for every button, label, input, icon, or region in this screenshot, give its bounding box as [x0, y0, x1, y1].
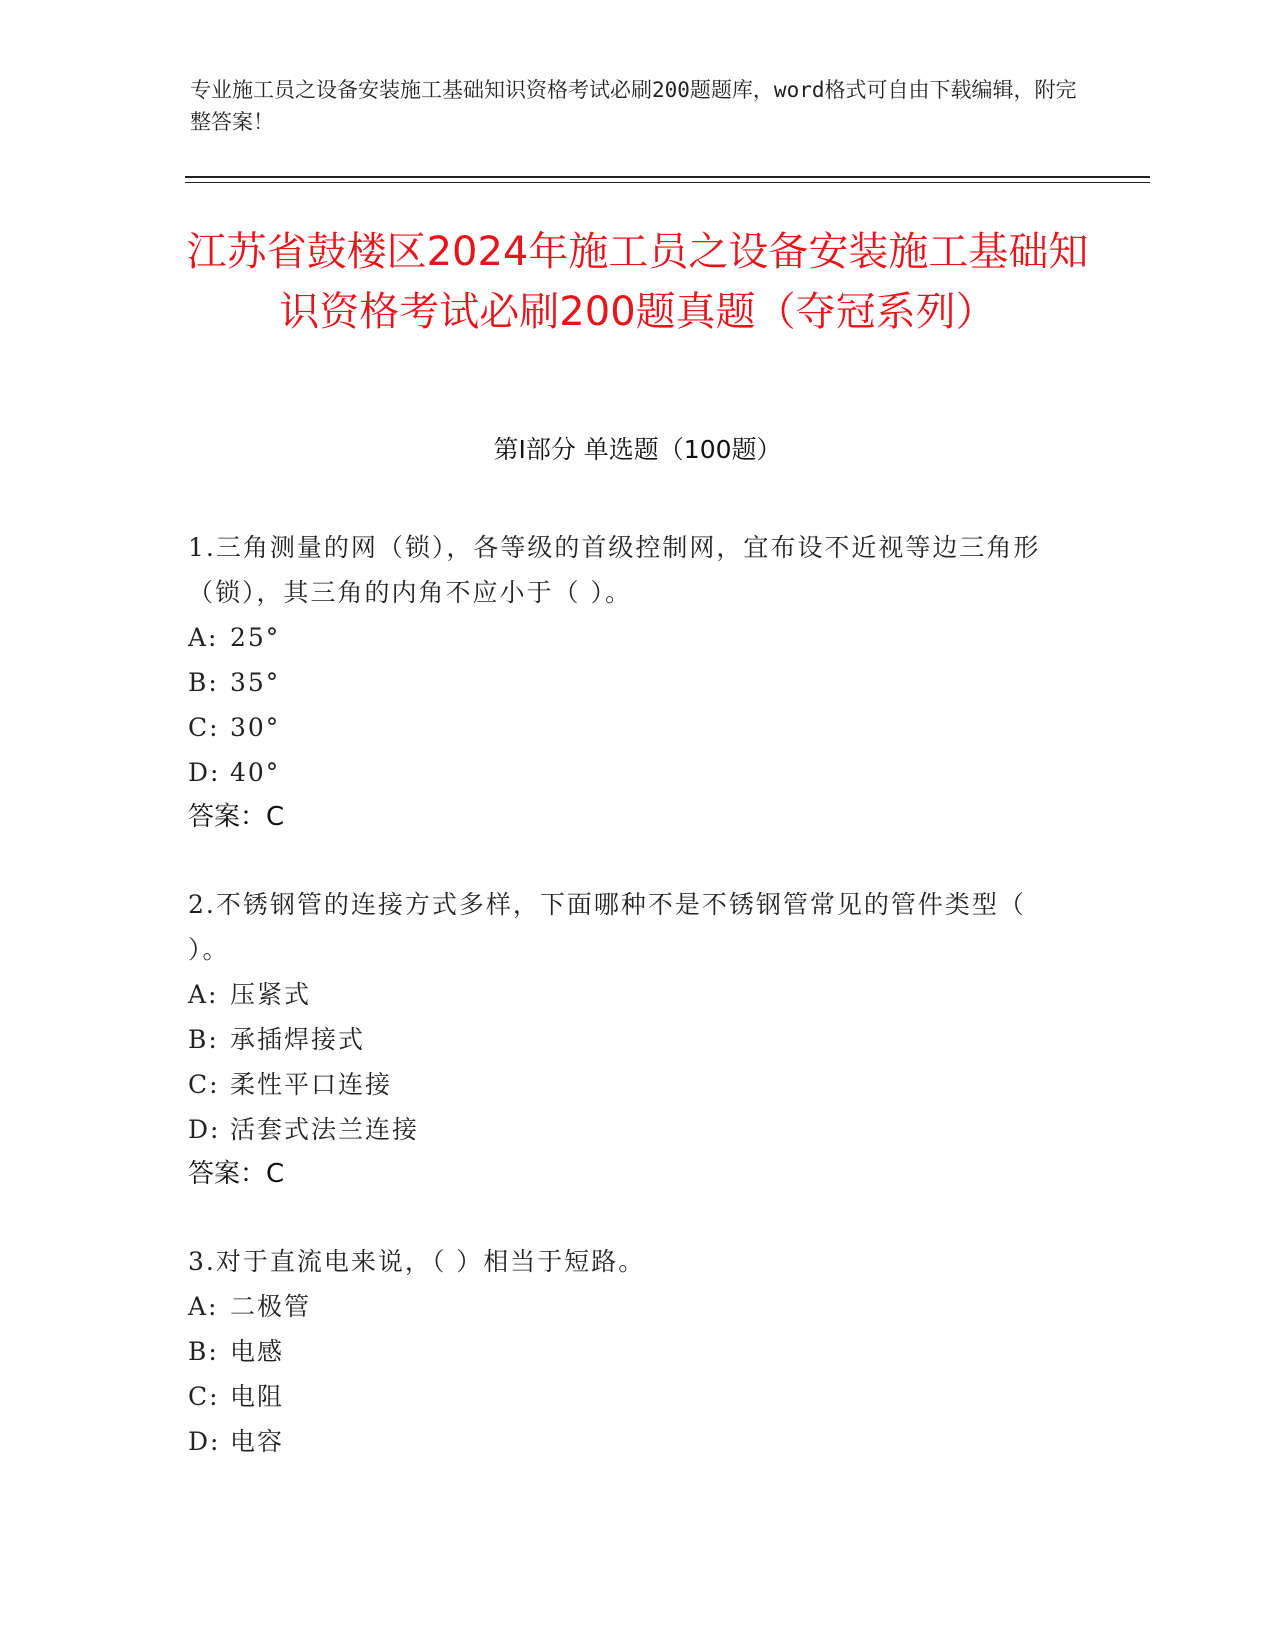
- option-text: 40°: [230, 758, 281, 787]
- option-d: [188, 1107, 1068, 1152]
- option-key: D:: [188, 758, 221, 787]
- option-d: [188, 750, 1068, 795]
- answer-line: [188, 1152, 1068, 1197]
- option-text: 压紧式: [230, 980, 312, 1009]
- option-c: [188, 1062, 1068, 1107]
- answer-value: C: [266, 1159, 285, 1189]
- answer-value: C: [266, 802, 285, 832]
- option-text: 30°: [230, 713, 281, 742]
- option-text: 柔性平口连接: [230, 1070, 393, 1099]
- option-c: [188, 705, 1068, 750]
- option-text: 电感: [230, 1337, 285, 1366]
- header-divider-thin: [185, 182, 1150, 183]
- header-note: 专业施工员之设备安装施工基础知识资格考试必刷200题题库，word格式可自由下载编辑，附完整答案！: [190, 78, 1077, 134]
- option-key: B:: [188, 1337, 219, 1366]
- option-c: [188, 1374, 1068, 1419]
- question-3: [188, 1239, 1068, 1464]
- option-text: 35°: [230, 668, 281, 697]
- option-b: [188, 1329, 1068, 1374]
- option-key: A:: [188, 623, 219, 652]
- answer-label: 答案：: [188, 802, 267, 832]
- option-text: 电容: [230, 1427, 285, 1456]
- option-text: 活套式法兰连接: [230, 1115, 420, 1144]
- option-key: A:: [188, 1292, 219, 1321]
- answer-line: [188, 795, 1068, 840]
- section-heading: 第Ⅰ部分 单选题（100题）: [493, 435, 782, 464]
- option-key: B:: [188, 668, 219, 697]
- option-key: B:: [188, 1025, 219, 1054]
- option-key: D:: [188, 1427, 221, 1456]
- option-text: 二极管: [230, 1292, 312, 1321]
- document-title: 江苏省鼓楼区2024年施工员之设备安装施工基础知识资格考试必刷200题真题（夺冠系列）: [186, 229, 1089, 335]
- option-b: [188, 1017, 1068, 1062]
- question-2: [188, 882, 1068, 1197]
- option-key: D:: [188, 1115, 221, 1144]
- option-key: C:: [188, 1070, 220, 1099]
- question-list: [188, 525, 1068, 1506]
- option-key: A:: [188, 980, 219, 1009]
- option-text: 电阻: [230, 1382, 285, 1411]
- option-a: [188, 615, 1068, 660]
- option-b: [188, 660, 1068, 705]
- answer-label: 答案：: [188, 1159, 267, 1189]
- option-key: C:: [188, 713, 220, 742]
- question-stem: 2.不锈钢管的连接方式多样，下面哪种不是不锈钢管常见的管件类型（ ）。: [188, 890, 1026, 964]
- option-a: [188, 972, 1068, 1017]
- question-stem: 3.对于直流电来说，（ ）相当于短路。: [188, 1247, 646, 1276]
- header-divider-thick: [185, 176, 1150, 178]
- question-stem: 1.三角测量的网（锁），各等级的首级控制网，宜布设不近视等边三角形（锁），其三角的内角不应小于（ ）。: [188, 533, 1041, 607]
- option-d: [188, 1419, 1068, 1464]
- question-1: [188, 525, 1068, 840]
- option-text: 承插焊接式: [230, 1025, 366, 1054]
- option-a: [188, 1284, 1068, 1329]
- option-text: 25°: [230, 623, 281, 652]
- option-key: C:: [188, 1382, 220, 1411]
